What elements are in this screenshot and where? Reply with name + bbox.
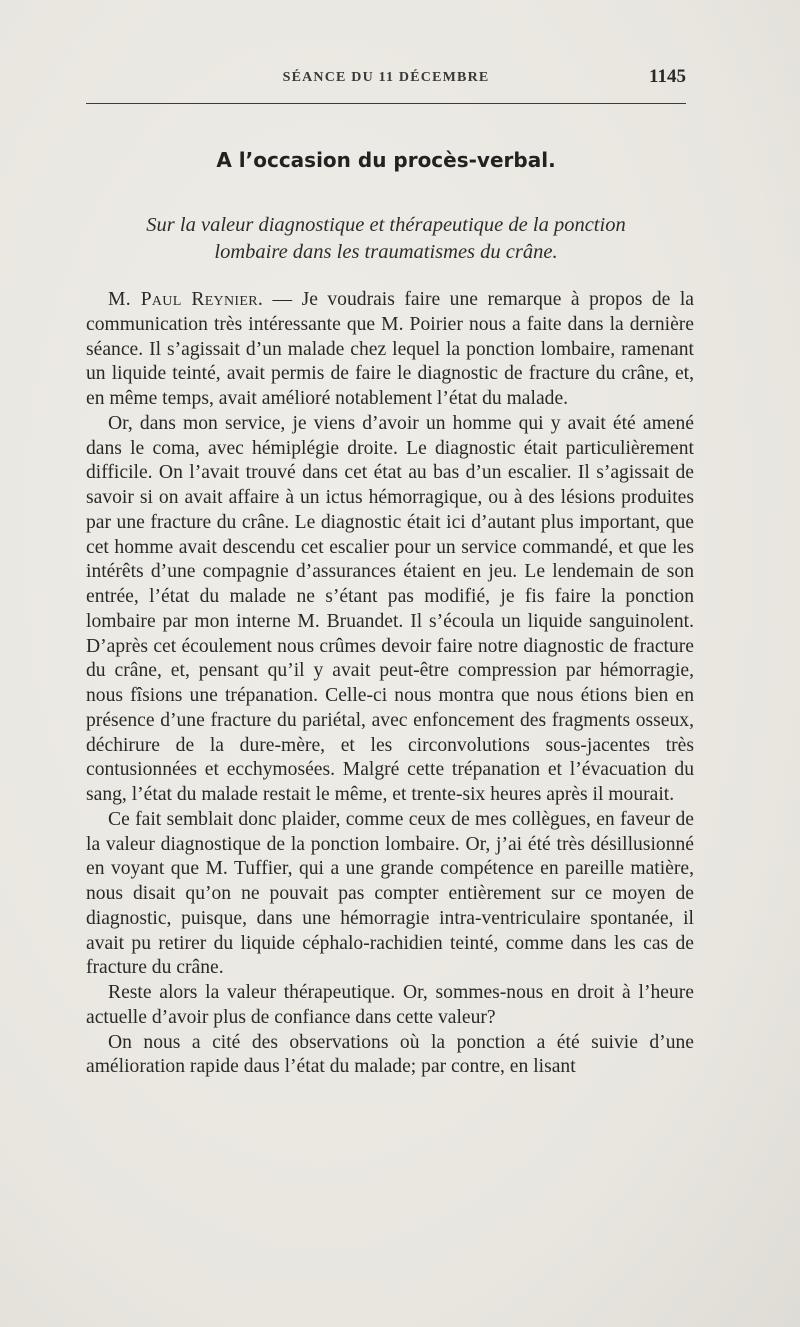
article-body bbox=[86, 288, 694, 1080]
running-head bbox=[86, 64, 686, 90]
speaker-name: M. Paul Reynier. bbox=[108, 289, 264, 310]
subtitle-line-2: lombaire dans les traumatismes du crâne. bbox=[214, 241, 558, 263]
paragraph-5: On nous a cité des observations où la ponction a été suivie d’une amélioration rapide daus l’état du malade; par contre, en lisant bbox=[86, 1031, 694, 1078]
paragraph-3: Ce fait semblait donc plaider, comme ceux de mes collègues, en faveur de la valeur diagnostique de la ponction lombaire. Or, j’ai été très désillusionné en voyant que M. Tuffier, qui a une grande compétence en pareille matière, nous disait qu’on ne pouvait pas compter entièrement sur ce moyen de diagnostic, puisque, dans une hémorragie intra-ventriculaire spontanée, il avait pu retirer du liquide céphalo-rachidien teinté, comme dans les cas de fracture du crâne. bbox=[86, 808, 694, 979]
paragraph-4: Reste alors la valeur thérapeutique. Or, sommes-nous en droit à l’heure actuelle d’avoir plus de confiance dans cette valeur? bbox=[86, 982, 694, 1028]
paragraph-1 bbox=[86, 288, 694, 412]
paragraph-1-text: — Je voudrais faire une remarque à propos de la communication très intéressante que M. Poirier nous a faite dans la dernière séance. Il s’agissait d’un malade chez lequel la ponction lombaire, ramenant un liquide teinté, avait permis de faire le diagnostic de fracture du crâne, et, en même temps, avait amélioré notablement l’état du malade. bbox=[86, 289, 694, 409]
header-rule bbox=[86, 103, 686, 104]
paragraph-2: Or, dans mon service, je viens d’avoir un homme qui y avait été amené dans le coma, avec hémiplégie droite. Le diagnostic était particulièrement difficile. On l’avait trouvé dans cet état au bas d’un escalier. Il s’agissait de savoir si on avait affaire à un ictus hémorragique, ou à des lésions produites par une fracture du crâne. Le diagnostic était ici d’autant plus important, que cet homme avait descendu cet escalier pour un service commandé, et que les intérêts d’une compagnie d’assurances étaient en jeu. Le lendemain de son entrée, l’état du malade ne s’étant pas modifié, je fis faire la ponction lombaire par mon interne M. Bruandet. Il s’écoula un liquide sanguinolent. D’après cet écoulement nous crûmes devoir faire notre diagnostic de fracture du crâne, et, pensant qu’il y avait peut-être compression par hémorragie, nous fîsions une trépanation. Celle-ci nous montra que nous étions bien en présence d’une fracture du pariétal, avec enfoncement des fragments osseux, déchirure de la dure-mère, et les circonvolutions sous-jacentes très contusionnées et ecchymosées. Malgré cette trépanation et l’évacuation du sang, l’état du malade restait le même, et trente-six heures après il mourait. bbox=[86, 412, 694, 805]
article-subtitle bbox=[86, 212, 686, 266]
section-title: A l’occasion du procès-verbal. bbox=[216, 148, 556, 172]
running-title: SÉANCE DU 11 DÉCEMBRE bbox=[282, 70, 490, 85]
subtitle-line-1: Sur la valeur diagnostique et thérapeutique de la ponction bbox=[146, 214, 626, 236]
page-number: 1145 bbox=[649, 66, 686, 87]
